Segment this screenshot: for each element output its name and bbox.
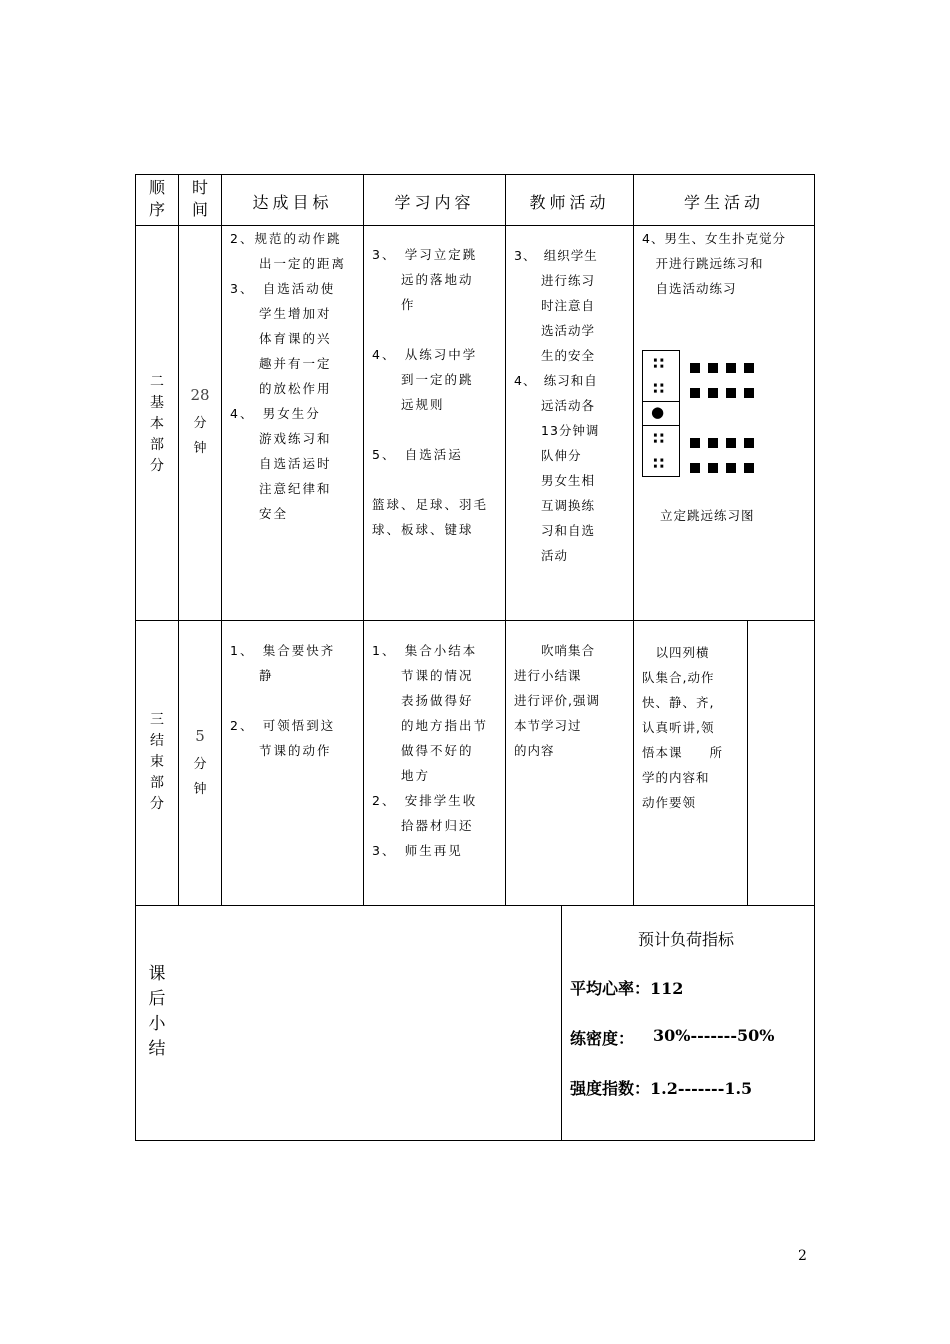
heart-rate-value: 112 — [650, 979, 684, 998]
density-label: 练密度： — [570, 1029, 635, 1048]
summary-label-char: 后 — [148, 989, 166, 1009]
list-item: 13分钟调 — [514, 423, 600, 438]
list-item: 进行小结课 — [514, 668, 582, 683]
diagram-group-top — [642, 350, 680, 402]
list-item: 开进行跳远练习和 — [642, 256, 764, 271]
list-item: 球、板球、键球 — [372, 522, 474, 537]
list-item: 表扬做得好 — [372, 693, 474, 708]
list-item: 远活动各 — [514, 398, 596, 413]
header-time-1: 时 — [191, 178, 208, 197]
section3-name — [137, 710, 177, 815]
list-item — [230, 688, 335, 713]
list-item: 5、 自选活运 — [372, 447, 463, 462]
section3-time-value: 5 — [195, 727, 205, 745]
list-item: 注意纪律和 — [230, 481, 332, 496]
list-item: 自选活动练习 — [642, 281, 737, 296]
square-row-3 — [690, 433, 762, 452]
intensity — [570, 1076, 752, 1099]
square-row-4 — [690, 458, 762, 477]
list-item: 队集合,动作 — [642, 670, 715, 685]
dot-marker: ∷ — [653, 429, 665, 448]
section2-name — [137, 372, 177, 477]
header-order-2: 序 — [148, 200, 165, 219]
list-item: 拾器材归还 — [372, 818, 474, 833]
section3-name-char: 分 — [150, 796, 164, 812]
density — [570, 1026, 634, 1049]
list-item: 吹哨集合 — [514, 643, 596, 658]
list-item: 活动 — [514, 548, 569, 563]
list-item: 远的落地动 — [372, 272, 474, 287]
list-item: 3、 学习立定跳 — [372, 247, 478, 262]
list-item: 出一定的距离 — [230, 256, 347, 271]
section3-name-char: 束 — [150, 754, 164, 770]
list-item: 3、 自选活动使 — [230, 281, 336, 296]
list-item: 4、 练习和自 — [514, 373, 598, 388]
list-item: 2、规范的动作跳 — [230, 231, 342, 246]
square-row-2 — [690, 383, 762, 402]
list-item — [372, 467, 488, 492]
list-item: 自选活运时 — [230, 456, 332, 471]
list-item: 选活动学 — [514, 323, 596, 338]
list-item: 习和自选 — [514, 523, 596, 538]
section2-content — [372, 242, 488, 542]
list-item: 队伸分 — [514, 448, 582, 463]
list-item: 互调换练 — [514, 498, 596, 513]
header-time — [179, 177, 221, 221]
list-item: 以四列横 — [642, 645, 710, 660]
list-item: 2、 安排学生收 — [372, 793, 478, 808]
list-item: 趣并有一定 — [230, 356, 332, 371]
summary-label-char: 结 — [148, 1039, 166, 1059]
list-item: 节课的动作 — [230, 743, 332, 758]
list-item: 动作要领 — [642, 795, 697, 810]
list-item — [372, 417, 488, 442]
list-item: 的内容 — [514, 743, 555, 758]
header-order-1: 顺 — [148, 178, 165, 197]
dot-marker: ∷ — [653, 454, 665, 473]
list-item — [372, 317, 488, 342]
list-item: 学生增加对 — [230, 306, 332, 321]
diagram-group-bottom — [642, 425, 680, 477]
diagram-caption: 立定跳远练习图 — [660, 508, 755, 523]
list-item: 时注意自 — [514, 298, 596, 313]
page-number: 2 — [798, 1248, 807, 1264]
section3-name-char: 部 — [150, 775, 164, 791]
section2-time-unit: 分 — [193, 416, 207, 431]
heart-rate-label: 平均心率： — [570, 979, 651, 998]
section3-goals — [230, 638, 335, 763]
section2-name-char: 基 — [150, 395, 164, 411]
section2-time — [180, 386, 220, 462]
list-item: 作 — [372, 297, 416, 312]
list-item: 篮球、足球、羽毛 — [372, 497, 489, 512]
section3-name-char: 结 — [150, 733, 164, 749]
list-item: 4、 从练习中学 — [372, 347, 478, 362]
section2-name-char: 分 — [150, 458, 164, 474]
section3-time-unit: 钟 — [193, 782, 207, 797]
section3-time-unit: 分 — [193, 757, 207, 772]
list-item: 4、 男女生分 — [230, 406, 321, 421]
list-item: 到一定的跳 — [372, 372, 474, 387]
list-item: 做得不好的 — [372, 743, 474, 758]
list-item: 生的安全 — [514, 348, 596, 363]
section2-name-char: 部 — [150, 437, 164, 453]
dot-marker: ∷ — [653, 354, 665, 373]
list-item: 地方 — [372, 768, 431, 783]
list-item: 3、 师生再见 — [372, 843, 463, 858]
list-item: 进行评价,强调 — [514, 693, 600, 708]
section3-teacher — [514, 638, 600, 763]
list-item: 的放松作用 — [230, 381, 332, 396]
summary-label — [136, 962, 178, 1062]
list-item: 游戏练习和 — [230, 431, 332, 446]
list-item: 本节学习过 — [514, 718, 582, 733]
dot-marker: ∷ — [653, 379, 665, 398]
section2-time-value: 28 — [190, 386, 210, 404]
header-order — [136, 177, 178, 221]
list-item: 男女生相 — [514, 473, 596, 488]
diagram-bullet-box — [642, 400, 680, 425]
list-item: 快、静、齐, — [642, 695, 715, 710]
list-item: 2、 可领悟到这 — [230, 718, 336, 733]
load-title: 预计负荷指标 — [638, 930, 735, 949]
list-item: 节课的情况 — [372, 668, 474, 683]
section2-name-char: 本 — [150, 416, 164, 432]
section3-content — [372, 638, 488, 863]
section3-student — [642, 640, 723, 815]
section2-time-unit: 钟 — [193, 441, 207, 456]
section2-goals — [230, 226, 346, 526]
section2-name-char: 二 — [150, 374, 164, 390]
header-content: 学习内容 — [394, 193, 475, 212]
list-item: 远规则 — [372, 397, 445, 412]
list-item: 认真听讲,领 — [642, 720, 715, 735]
bullet-icon: ● — [651, 403, 665, 421]
header-goals: 达成目标 — [252, 193, 333, 212]
list-item: 体育课的兴 — [230, 331, 332, 346]
list-item: 安全 — [230, 506, 289, 521]
summary-label-char: 小 — [148, 1014, 166, 1034]
section3-name-char: 三 — [150, 712, 164, 728]
list-item: 3、 组织学生 — [514, 248, 598, 263]
intensity-label: 强度指数： — [570, 1079, 651, 1098]
section2-teacher — [514, 243, 599, 568]
square-row-1 — [690, 358, 762, 377]
list-item: 1、 集合要快齐 — [230, 643, 336, 658]
list-item: 静 — [230, 668, 274, 683]
list-item: 的地方指出节 — [372, 718, 489, 733]
list-item: 4、男生、女生扑克觉分 — [642, 231, 786, 246]
header-teacher: 教师活动 — [529, 193, 610, 212]
header-student: 学生活动 — [683, 193, 764, 212]
list-item: 1、 集合小结本 — [372, 643, 478, 658]
header-time-2: 间 — [191, 200, 208, 219]
density-value: 30%-------50% — [653, 1026, 775, 1045]
intensity-value: 1.2-------1.5 — [650, 1079, 753, 1098]
summary-label-char: 课 — [148, 964, 166, 984]
list-item: 进行练习 — [514, 273, 596, 288]
list-item: 学的内容和 — [642, 770, 710, 785]
list-item: 悟本课 所 — [642, 745, 724, 760]
heart-rate — [570, 976, 683, 999]
section3-time — [180, 727, 220, 803]
section2-student — [642, 226, 786, 301]
